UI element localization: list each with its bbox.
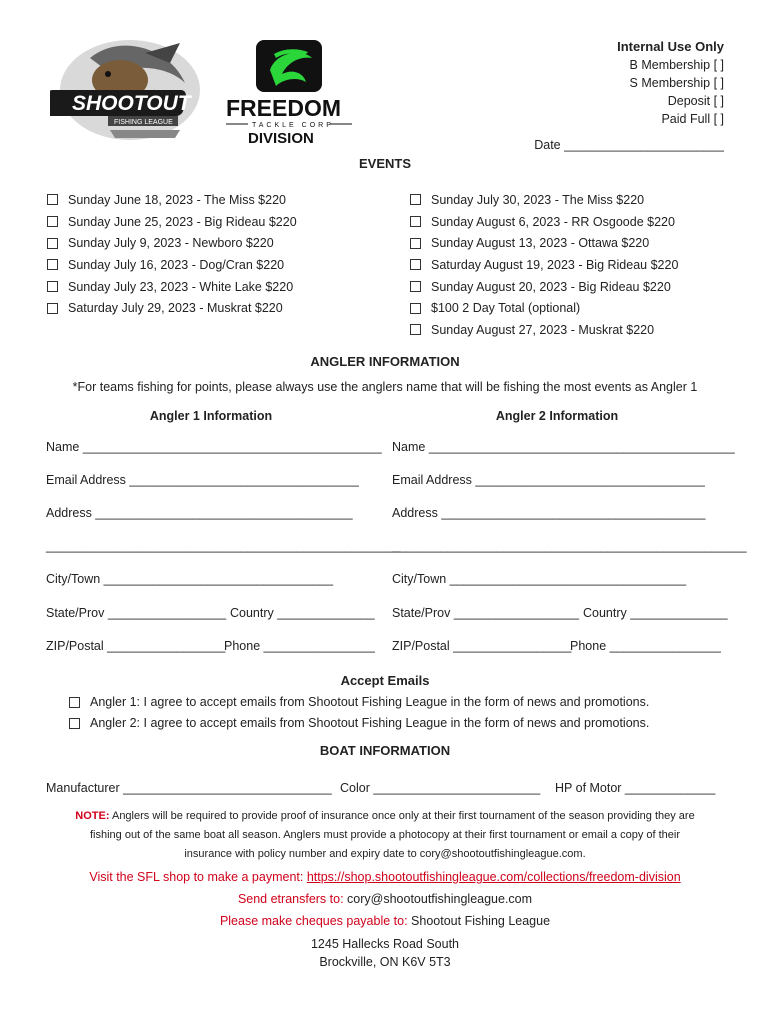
angler2-address2-field[interactable]: ___________________________________________________ — [392, 539, 747, 553]
angler2-address-field[interactable]: Address ______________________________________ — [392, 506, 706, 520]
event-label: Sunday July 23, 2023 - White Lake $220 — [68, 279, 294, 294]
event-item[interactable] — [47, 189, 387, 211]
angler2-state-field[interactable]: State/Prov __________________ — [392, 606, 579, 620]
internal-use-box — [617, 38, 724, 128]
mailing-address-line2: Brockville, ON K6V 5T3 — [319, 955, 451, 969]
event-label: Sunday June 25, 2023 - Big Rideau $220 — [68, 214, 297, 229]
event-item[interactable] — [47, 297, 387, 319]
etransfer-line — [0, 892, 770, 906]
mailing-address-line1: 1245 Hallecks Road South — [310, 937, 459, 951]
b-membership-line: B Membership [ ] — [629, 58, 724, 72]
event-label: Sunday August 27, 2023 - Muskrat $220 — [431, 322, 655, 337]
svg-text:TACKLE CORP: TACKLE CORP — [252, 122, 334, 129]
boat-color-field[interactable]: Color ________________________ — [340, 781, 541, 795]
angler1-country-field[interactable]: Country ______________ — [230, 606, 375, 620]
angler1-title: Angler 1 Information — [149, 409, 273, 423]
paid-full-line: Paid Full [ ] — [661, 112, 724, 126]
event-label: Sunday July 30, 2023 - The Miss $220 — [431, 192, 645, 207]
angler2-name-field[interactable]: Name ____________________________________________ — [392, 440, 735, 454]
insurance-note — [0, 807, 770, 864]
event-item[interactable] — [410, 254, 750, 276]
event-label: Sunday August 13, 2023 - Ottawa $220 — [431, 236, 650, 251]
event-item[interactable] — [47, 254, 387, 276]
angler1-phone-field[interactable]: Phone ________________ — [224, 639, 375, 653]
freedom-logo — [224, 40, 354, 146]
angler2-accept-checkbox[interactable] — [69, 718, 80, 729]
insurance-note-line1 — [0, 807, 770, 826]
event-checkbox[interactable] — [410, 259, 421, 270]
angler1-zip-field[interactable]: ZIP/Postal _________________ — [46, 639, 226, 653]
angler2-phone-field[interactable]: Phone ________________ — [570, 639, 721, 653]
event-item[interactable] — [410, 211, 750, 233]
boat-info-title: BOAT INFORMATION — [319, 743, 451, 758]
event-item[interactable] — [410, 189, 750, 211]
angler-info-title: ANGLER INFORMATION — [310, 354, 460, 369]
cheque-payee: Shootout Fishing League — [411, 914, 551, 928]
angler2-email-field[interactable]: Email Address _________________________________ — [392, 473, 705, 487]
event-item[interactable] — [410, 297, 750, 319]
event-label: Sunday August 6, 2023 - RR Osgoode $220 — [431, 214, 675, 229]
angler2-city-field[interactable]: City/Town __________________________________ — [392, 572, 687, 586]
event-checkbox[interactable] — [47, 259, 58, 270]
svg-text:FISHING LEAGUE: FISHING LEAGUE — [114, 119, 173, 126]
event-checkbox[interactable] — [47, 238, 58, 249]
cheque-label: Please make cheques payable to: — [219, 914, 412, 928]
event-item[interactable] — [47, 276, 387, 298]
event-item[interactable] — [410, 232, 750, 254]
event-checkbox[interactable] — [410, 303, 421, 314]
event-checkbox[interactable] — [410, 324, 421, 335]
event-item[interactable] — [47, 232, 387, 254]
event-label: Sunday August 20, 2023 - Big Rideau $220 — [431, 279, 671, 294]
accept-emails-title: Accept Emails — [340, 673, 430, 688]
shop-label: Visit the SFL shop to make a payment: — [89, 870, 307, 884]
events-left-column — [47, 189, 387, 319]
angler2-zip-field[interactable]: ZIP/Postal _________________ — [392, 639, 572, 653]
event-checkbox[interactable] — [410, 281, 421, 292]
event-checkbox[interactable] — [47, 216, 58, 227]
shop-line — [0, 870, 770, 884]
note-text: Anglers will be required to provide proof of insurance once only at their first tournament of the season providing they are — [109, 810, 695, 822]
angler1-email-field[interactable]: Email Address _________________________________ — [46, 473, 359, 487]
event-checkbox[interactable] — [47, 194, 58, 205]
event-checkbox[interactable] — [47, 303, 58, 314]
angler1-accept-item[interactable] — [69, 695, 649, 709]
angler1-state-field[interactable]: State/Prov _________________ — [46, 606, 227, 620]
deposit-line: Deposit [ ] — [667, 94, 724, 108]
cheque-line — [0, 914, 770, 928]
etransfer-label: Send etransfers to: — [237, 892, 348, 906]
note-label: NOTE: — [75, 810, 110, 822]
event-checkbox[interactable] — [410, 238, 421, 249]
insurance-note-line3: insurance with policy number and expiry date to cory@shootoutfishingleague.com. — [184, 848, 586, 860]
event-checkbox[interactable] — [410, 216, 421, 227]
events-right-column — [410, 189, 750, 341]
angler-note: *For teams fishing for points, please always use the anglers name that will be fishing the most events as Angler 1 — [72, 380, 698, 394]
insurance-note-line2: fishing out of the same boat all season. Anglers must provide a photocopy at their first tournament or email a copy of their — [89, 829, 681, 841]
event-label: Saturday July 29, 2023 - Muskrat $220 — [68, 301, 283, 316]
shootout-logo-text: SHOOTOUT — [72, 92, 191, 115]
event-label: Sunday July 9, 2023 - Newboro $220 — [68, 236, 274, 251]
event-item[interactable] — [47, 211, 387, 233]
event-label: Sunday June 18, 2023 - The Miss $220 — [68, 192, 286, 207]
boat-hp-field[interactable]: HP of Motor _____________ — [555, 781, 716, 795]
angler1-address2-field[interactable]: ___________________________________________________ — [46, 539, 401, 553]
etransfer-email[interactable]: cory@shootoutfishingleague.com — [347, 892, 533, 906]
internal-use-title: Internal Use Only — [617, 39, 724, 54]
angler2-accept-label: Angler 2: I agree to accept emails from Shootout Fishing League in the form of news and promotions. — [90, 716, 650, 730]
angler1-address-field[interactable]: Address _____________________________________ — [46, 506, 353, 520]
angler1-accept-label: Angler 1: I agree to accept emails from Shootout Fishing League in the form of news and promotions. — [90, 695, 650, 709]
event-label: Sunday July 16, 2023 - Dog/Cran $220 — [68, 257, 285, 272]
angler1-name-field[interactable]: Name ___________________________________________ — [46, 440, 382, 454]
shootout-logo — [50, 38, 200, 146]
freedom-logo-division: DIVISION — [248, 130, 314, 146]
event-checkbox[interactable] — [410, 194, 421, 205]
events-title: EVENTS — [358, 156, 411, 171]
angler2-country-field[interactable]: Country ______________ — [583, 606, 728, 620]
event-item[interactable] — [410, 319, 750, 341]
shop-link[interactable]: https://shop.shootoutfishingleague.com/collections/freedom-division — [306, 870, 681, 884]
freedom-logo-name: FREEDOM — [226, 95, 341, 121]
date-field[interactable]: Date _______________________ — [534, 138, 724, 152]
event-label: Saturday August 19, 2023 - Big Rideau $220 — [431, 257, 679, 272]
boat-manufacturer-field[interactable]: Manufacturer ______________________________ — [46, 781, 332, 795]
angler1-city-field[interactable]: City/Town _________________________________ — [46, 572, 334, 586]
s-membership-line: S Membership [ ] — [629, 76, 724, 90]
event-item[interactable] — [410, 276, 750, 298]
event-label: $100 2 Day Total (optional) — [431, 301, 581, 316]
angler2-accept-item[interactable] — [69, 716, 649, 730]
event-checkbox[interactable] — [47, 281, 58, 292]
angler2-title: Angler 2 Information — [495, 409, 619, 423]
angler1-accept-checkbox[interactable] — [69, 697, 80, 708]
